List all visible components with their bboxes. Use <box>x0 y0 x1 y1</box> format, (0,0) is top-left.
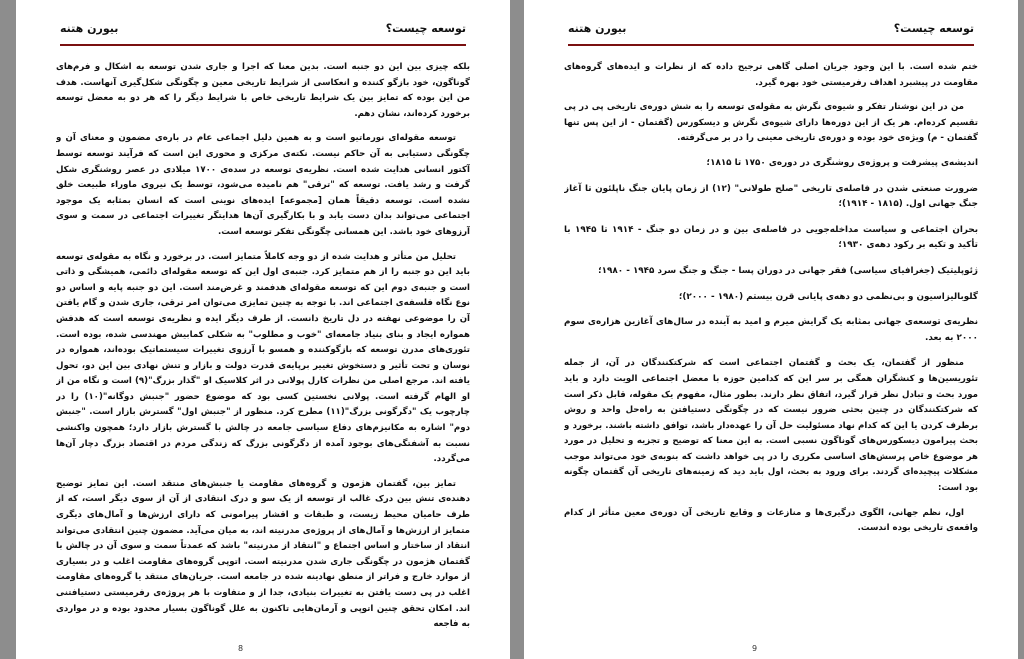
page-number: 9 <box>752 644 758 653</box>
period-item: ژئوپلیتیک (جغرافیای سیاسی) فقر جهانی در دوران پسا - جنگ و جنگ سرد ۱۹۴۵ - ۱۹۸۰؛ <box>598 265 978 276</box>
header-title: توسعه چیست؟ <box>385 22 466 35</box>
period-item: نظریه‌ی توسعه‌ی جهانی بمثابه یک گرایش میرم و امید به آینده در سال‌های آغازین هزاره‌ی سوم ۲۰۰۰ به بعد. <box>564 317 978 343</box>
header-rule <box>60 44 466 46</box>
header-rule <box>568 44 974 46</box>
period-item: ضرورت صنعتی شدن در فاصله‌ی تاریخی "صلح طولانی" (۱۲) از زمان پایان جنگ ناپلئون تا آغاز جنگ جهانی اول. (۱۸۱۵ - ۱۹۱۴)؛ <box>564 183 978 210</box>
header-author: بیورن هتنه <box>60 22 119 35</box>
paragraph: تحلیل من متأثر و هدایت شده از دو وجه کاملاً متمایز است. در برخورد و نگاه به مقوله‌ی توسعه باید این دو جنبه را از هم متمایز کرد. جنبه‌ی اول این که توسعه مقوله‌ای دائمی، همیشگی و ذاتی است و جنبه‌ی دوم این که توسعه مقوله‌ای هدفمند و غرض‌مند است. این دو جنبه پایه و اساس دو نوع نگاه فلسفه‌ی اجتماعی اند. با توجه به چنین تمایزی می‌توان امر ترقی، جاری شدن و گام یافتن آن را موضوعی نهفته در دل تاریخ دانست. از طرف دیگر ایده و نظریه‌ی توسعه است که هدفش همواره ایجاد و بنای بنیاد جامعه‌ای "خوب و مطلوب" به شکلی کمابیش مهندسی شده، بوده است. تئوری‌های مدرن توسعه که بازگوکننده و همسو با آرزوی تغییرات سیستماتیک بوده‌اند، همواره در نوسان و تحت تأثیر و دستخوش تغییر برپایه‌ی قدرت دولت و بازار و تنش نهادی بین این دو، تحول یافته اند. مرجع اصلی من نظرات کارل پولانی در اثر کلاسیک او "گذار بزرگ"(۹) است و نگاه من از او الهام گرفته است. پولانی نخستین کسی بود که موضوع حضور "جنبش دوگانه"(۱۰) را در چارچوب یک "دگرگونی بزرگ"(۱۱) مطرح کرد. منظور از "جنبش اول" گسترش بازار است. "جنبش دوم" اشاره به مکانیزم‌های دفاع سیاسی جامعه در چالش با گسترش بازار دارد؛ همچون واکنشی نسبت به آشفتگی‌های بوجود آمده از دگرگونی بزرگ که زندگی مردم در اقتصاد بزرگ دچار آن‌ها می‌گردد. <box>56 251 470 465</box>
paragraph: توسعه مقوله‌ای نورماتیو است و به همین دلیل اجماعی عام در باره‌ی مضمون و معنای آن و چگونگی دستیابی به آن حاکم نیست. نکته‌ی مرکزی و محوری این است که فرآیند توسعه توسط آکتور انسانی هدایت شده است. نظریه‌ی توسعه در سده‌ی ۱۷۰۰ میلادی در عصر روشنگری شکل گرفت و رشد یافت. توسعه که "ترقی" هم نامیده می‌شود، توسط یک نیروی ماوراء طبیعت خلق نشده است. توسعه دقیقاً همان [مجموعه] ایده‌های نوینی است که انسان بمثابه یک موجود اجتماعی می‌تواند بدان دست یابد و با بکارگیری آن‌ها هدایتگر تغییرات اجتماعی در سمت و سوی آرزوهای خود باشد. این همسانی چگونگی تفکر توسعه است. <box>56 133 470 237</box>
right-page <box>524 0 1018 659</box>
paragraph: ختم شده است. با این وجود جریان اصلی گاهی ترجیح داده که از نظرات و ایده‌های گروه‌های مقاومت در پیشبرد اهداف رفرمیستی خود بهره گیرد. <box>564 62 978 88</box>
page-number: 8 <box>238 644 244 653</box>
period-item: اندیشه‌ی پیشرفت و پروژه‌ی روشنگری در دوره‌ی ۱۷۵۰ تا ۱۸۱۵؛ <box>706 157 978 168</box>
page-header <box>60 22 466 44</box>
left-page <box>16 0 510 659</box>
period-item: بحران اجتماعی و سیاست مداخله‌جویی در فاصله‌ی بین و در زمان دو جنگ - ۱۹۱۴ تا ۱۹۴۵ با تأکید و تکیه بر رکود دهه‌ی ۱۹۳۰؛ <box>564 224 978 251</box>
paragraph: من در این نوشتار تفکر و شیوه‌ی نگرش به مقوله‌ی توسعه را به شش دوره‌ی تاریخی پی در پی تقسیم کرده‌ام. هر یک از این دوره‌ها دارای شیوه‌ی نگرش و دیسکورس (گفتمان - از این پس تنها گفتمان - م) ویژه‌ی خود بوده و دوره‌ی تاریخی معینی را در بر می‌گرفته. <box>564 102 978 144</box>
paragraph: تمایز بین، گفتمان هژمون و گروه‌های مقاومت یا جنبش‌های منتقد است. این تمایز توضیح دهنده‌ی تنش بین درک غالب از توسعه از یک سو و درک انتقادی از آن از سوی دیگر است، که از طرف حامیان محیط زیست، و طبقات و اقشار پیرامونی که دارای ارزش‌ها و آمال‌های دیگری متمایز از ارزش‌ها و آمال‌های از پروژه‌ی مدرنیته اند، به میان می‌آید. مضمون چنین انتقادی می‌تواند انتقاد از ساختار و اساس اجتماع و "انتقاد از مدرنیته" باشد که عمدتاً سمت و سوی آن در چالش با گفتمان هژمون در چگونگی جاری شدن مدرنیته است. اتوپی گروه‌های مقاومت اغلب و در بسیاری از موارد خارج و فراتر از منطق نهادینه شده در جامعه است. جریان‌های منتقد یا گروه‌های مقاومت اغلب در پی دست یافتن به تغییرات بنیادی، جدا از و متفاوت با هر پروژه‌ی رفرمیستی دستیافتنی اند. امکان تحقق چنین اتوپی و آرمان‌هایی تاکنون به علل گوناگون بسیار محدود بوده و در مواردی به فاجعه <box>56 478 470 630</box>
page-body <box>564 60 978 635</box>
page-body <box>56 60 470 635</box>
paragraph: اول، نظم جهانی، الگوی درگیری‌ها و منازعات و وقایع تاریخی آن دوره‌ی معین متأثر از کدام واقعه‌ی تاریخی بوده اندست. <box>564 507 978 534</box>
page-header <box>568 22 974 44</box>
period-item: گلوبالیزاسیون و بی‌نظمی دو دهه‌ی پایانی قرن بیستم (۱۹۸۰ - ۲۰۰۰)؛ <box>678 291 978 302</box>
paragraph: بلکه چیزی بین این دو جنبه است. بدین معنا که اجرا و جاری شدن توسعه به اشکال و فرم‌های گوناگون، خود بازگو کننده و انعکاسی از شرایط تاریخی معین و چگونگی شکل‌گیری آنهاست. هدف من این بوده که تمایز بین یک شرایط تاریخی خاص با شرایط دیگر را که هر دو به معضل توسعه برخورد کرده‌اند، نشان دهم. <box>56 62 470 119</box>
header-author: بیورن هتنه <box>568 22 627 35</box>
header-title: توسعه چیست؟ <box>893 22 974 35</box>
paragraph: منظور از گفتمان، یک بحث و گفتمان اجتماعی است که شرکتکنندگان در آن، از جمله تئوریسین‌ها و کنشگران همگی بر سر این که کدامین حوزه با معضل اجتماعی الویت دارد و باید مورد بحث و تبادل نظر قرار گیرد، اتفاق نظر دارند. بطور مثال، مفهوم یک مقوله، قابل ذکر است که شرکتکنندگان در چنین بحثی ضرور نیست که در چگونگی دستیافتن به راه‌حل واحد و روش برطرف کردن یا این که کدام نهاد مسئولیت حل آن را عهده‌دار باشد، توافق داشته باشند. برخورد و بحث پیرامون دیسکورس‌های گوناگون نسبی است. به این معنا که توضیح و تجزیه و تحلیل در مورد هر موضوع خاص پرسش‌های اساسی مکرری را در پی خواهد داشت که بنوبه‌ی خود می‌تواند موجب مشکلات پیچیده‌ای گردند. برای ورود به بحث، اول باید دید که زمینه‌های تاریخی آن گفتمان چگونه بود است: <box>564 358 978 494</box>
